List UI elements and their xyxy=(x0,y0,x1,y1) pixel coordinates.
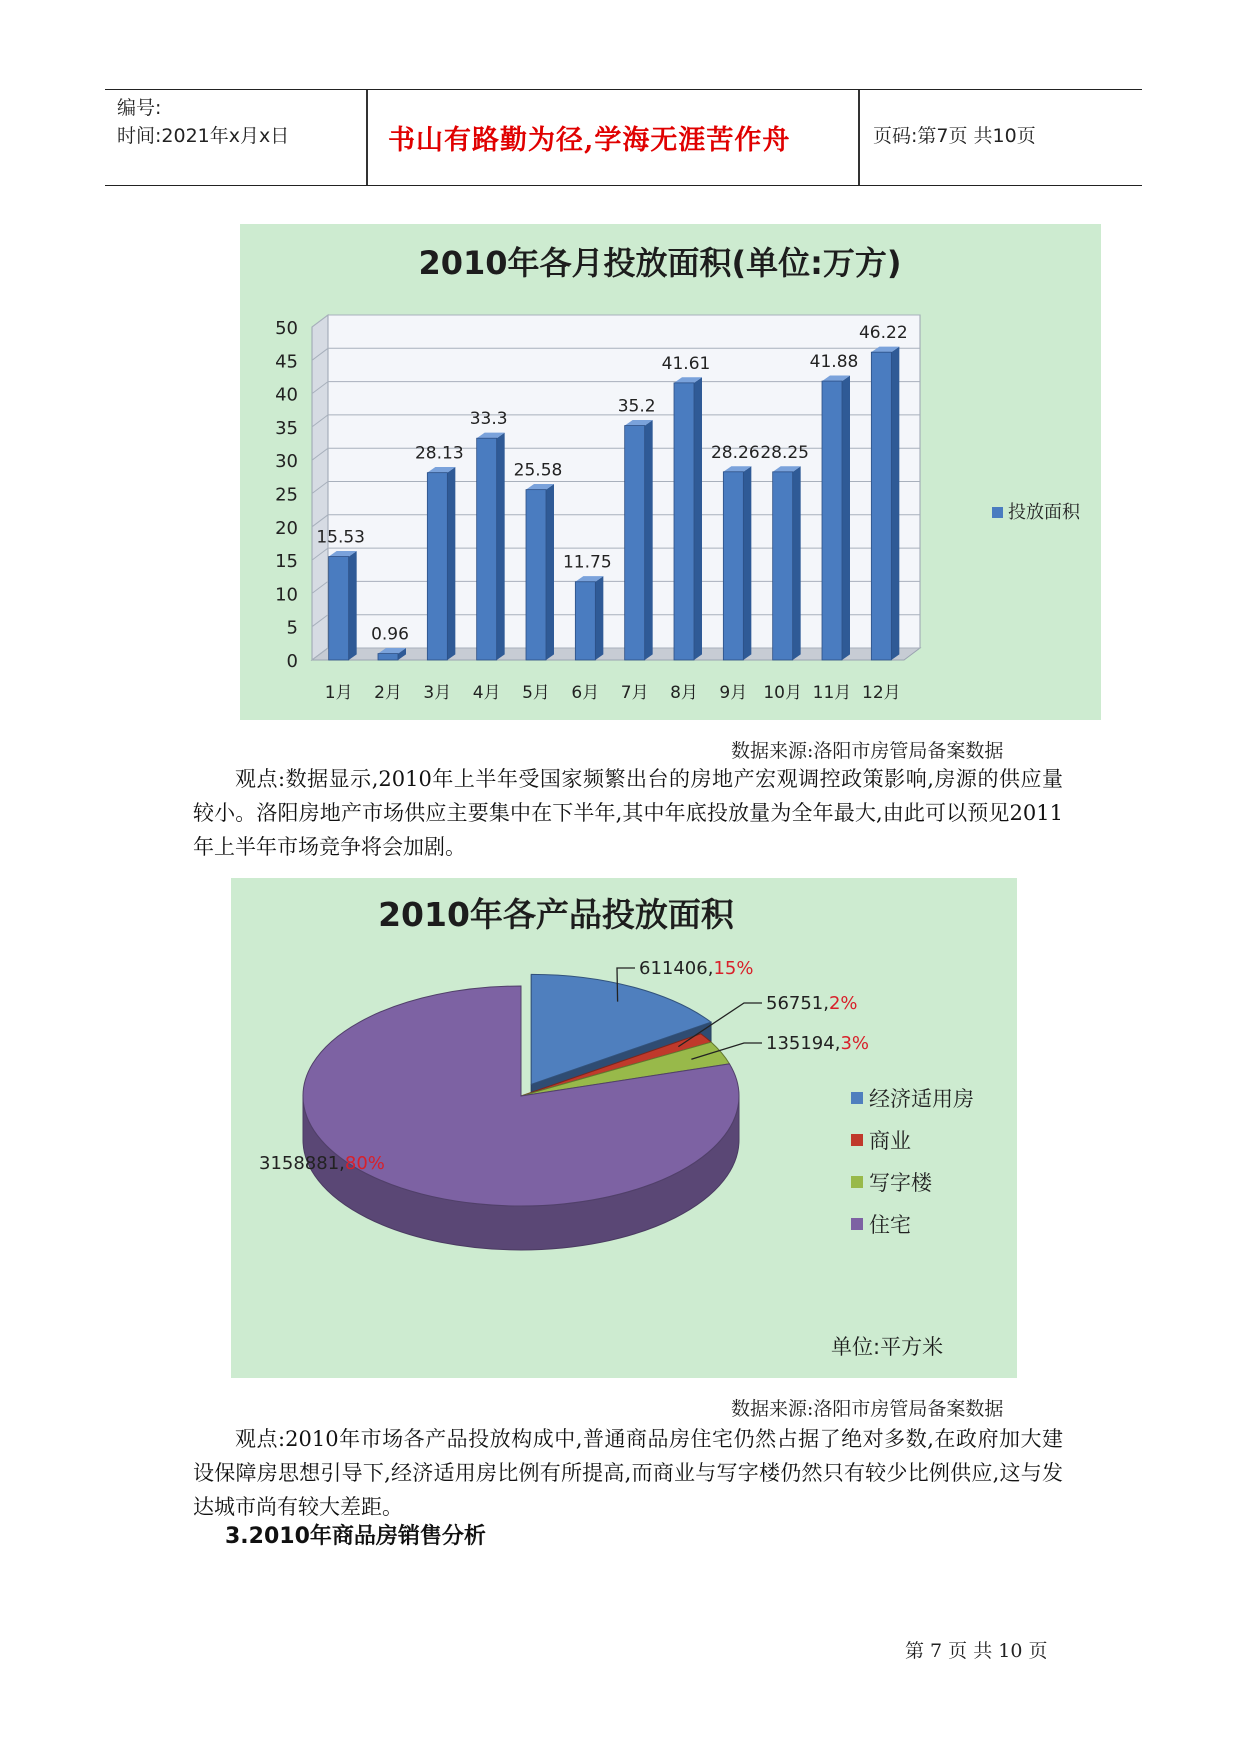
pie-percent-label: 3% xyxy=(840,1033,869,1054)
pie-data-label xyxy=(639,958,753,979)
bar-category-label: 9月 xyxy=(719,683,748,703)
bar xyxy=(723,472,743,660)
bar-chart-ytick-label: 0 xyxy=(286,651,298,672)
paragraph-2: 观点:2010年市场各产品投放构成中,普通商品房住宅仍然占据了绝对多数,在政府加大建设保障房思想引导下,经济适用房比例有所提高,而商业与写字楼仍然只有较少比例供应,这与发达城市尚有较大差距。 xyxy=(193,1427,1063,1519)
pie-chart-svg xyxy=(231,878,1017,1378)
page-header xyxy=(105,89,1142,186)
bar-side xyxy=(743,466,751,660)
bar-category-label: 12月 xyxy=(862,683,901,703)
bar-data-label: 35.2 xyxy=(617,396,656,417)
bar xyxy=(477,438,497,660)
pie-data-label xyxy=(766,1033,869,1054)
pie-legend-swatch xyxy=(851,1092,863,1104)
bar-chart-ytick-label: 15 xyxy=(275,551,298,573)
pie-value-label: 3158881, xyxy=(259,1153,345,1174)
bar xyxy=(871,352,891,660)
header-page-label: 页码:第7页 共10页 xyxy=(873,125,1036,147)
pie-legend-swatch xyxy=(851,1218,863,1230)
pie-chart-source: 数据来源:洛阳市房管局备案数据 xyxy=(731,1398,1004,1420)
header-divider-left xyxy=(366,90,368,185)
bar xyxy=(822,381,842,660)
bar-side xyxy=(645,420,653,660)
bar-chart-ytick-label: 45 xyxy=(275,351,298,373)
pie-chart-unit: 单位:平方米 xyxy=(831,1335,944,1359)
bar-category-label: 8月 xyxy=(670,683,698,703)
bar-data-label: 41.61 xyxy=(661,353,711,374)
bar-category-label: 7月 xyxy=(620,683,649,703)
bar-data-label: 25.58 xyxy=(513,460,563,481)
bar xyxy=(329,557,349,660)
section-title: 3.2010年商品房销售分析 xyxy=(225,1524,486,1549)
bar-data-label: 28.13 xyxy=(414,443,464,464)
pie-percent-label: 80% xyxy=(344,1153,385,1174)
bar-chart-ytick-label: 40 xyxy=(275,384,298,406)
bar xyxy=(625,426,645,660)
bar-category-label: 10月 xyxy=(763,683,802,703)
bar-data-label: 0.96 xyxy=(371,624,409,645)
bar xyxy=(773,472,793,660)
pie-legend-swatch xyxy=(851,1176,863,1188)
bar-category-label: 1月 xyxy=(324,683,353,703)
bar-data-label: 46.22 xyxy=(858,323,908,344)
paragraph-1: 观点:数据显示,2010年上半年受国家频繁出台的房地产宏观调控政策影响,房源的供应量较小。洛阳房地产市场供应主要集中在下半年,其中年底投放量为全年最大,由此可以预见2011年上半年市场竞争将会加剧。 xyxy=(193,767,1063,859)
bar-chart-title: 2010年各月投放面积(单位:万方) xyxy=(418,244,902,282)
bar-chart-ytick-label: 30 xyxy=(275,451,298,473)
pie-chart xyxy=(231,878,1017,1378)
pie-percent-label: 2% xyxy=(828,993,858,1014)
bar-chart-ytick-label: 10 xyxy=(275,584,298,606)
header-motto: 书山有路勤为径,学海无涯苦作舟 xyxy=(388,125,791,156)
pie-chart-title: 2010年各产品投放面积 xyxy=(378,895,734,934)
bar-side xyxy=(891,347,899,660)
pie-value-label: 611406, xyxy=(639,958,714,979)
bar-chart xyxy=(240,224,1101,720)
header-time-label: 时间:2021年x月x日 xyxy=(117,125,290,147)
bar-side xyxy=(694,377,702,660)
pie-data-label xyxy=(766,993,858,1014)
pie-legend-label: 写字楼 xyxy=(869,1171,932,1195)
pie-value-label: 56751, xyxy=(766,993,829,1014)
bar-chart-ytick-label: 25 xyxy=(275,484,298,506)
bar-data-label: 15.53 xyxy=(316,527,366,548)
bar-category-label: 6月 xyxy=(571,683,600,703)
bar-chart-ytick-label: 5 xyxy=(286,617,298,639)
bar-side xyxy=(842,375,850,660)
bar-side xyxy=(497,433,505,660)
bar xyxy=(526,490,546,660)
bar-category-label: 5月 xyxy=(522,683,550,703)
pie-legend-label: 住宅 xyxy=(869,1213,911,1237)
bar-chart-ytick-label: 50 xyxy=(275,318,298,339)
bar-legend-label: 投放面积 xyxy=(1008,502,1080,523)
bar-legend-swatch xyxy=(992,507,1003,518)
bar-data-label: 28.26 xyxy=(710,442,760,463)
bar-chart-ytick-label: 20 xyxy=(275,517,298,539)
pie-legend-label: 商业 xyxy=(869,1129,911,1153)
bar-data-label: 33.3 xyxy=(469,409,508,430)
bar-category-label: 2月 xyxy=(374,683,402,703)
page-footer: 第 7 页 共 10 页 xyxy=(905,1640,1048,1662)
bar-chart-source: 数据来源:洛阳市房管局备案数据 xyxy=(731,740,1004,762)
header-divider-right xyxy=(858,90,860,185)
bar xyxy=(378,654,398,660)
bar-side xyxy=(793,466,801,660)
bar-chart-ytick-label: 35 xyxy=(275,417,298,439)
pie-data-label xyxy=(259,1153,385,1174)
header-number-label: 编号: xyxy=(117,97,162,119)
bar-data-label: 28.25 xyxy=(760,442,810,463)
bar xyxy=(674,383,694,660)
pie-value-label: 135194, xyxy=(766,1033,841,1054)
pie-percent-label: 15% xyxy=(713,958,754,979)
bar xyxy=(575,582,595,660)
bar-side xyxy=(447,467,455,660)
bar-category-label: 3月 xyxy=(423,683,452,703)
pie-legend-swatch xyxy=(851,1134,863,1146)
pie-legend-label: 经济适用房 xyxy=(869,1087,974,1111)
bar-category-label: 11月 xyxy=(812,683,852,703)
bar-data-label: 41.88 xyxy=(809,352,859,373)
bar xyxy=(427,473,447,660)
bar-side xyxy=(349,551,357,660)
bar-side xyxy=(546,484,554,660)
bar-side xyxy=(595,576,603,660)
bar-category-label: 4月 xyxy=(472,683,501,703)
bar-chart-svg xyxy=(240,224,1101,720)
bar-data-label: 11.75 xyxy=(562,552,612,573)
